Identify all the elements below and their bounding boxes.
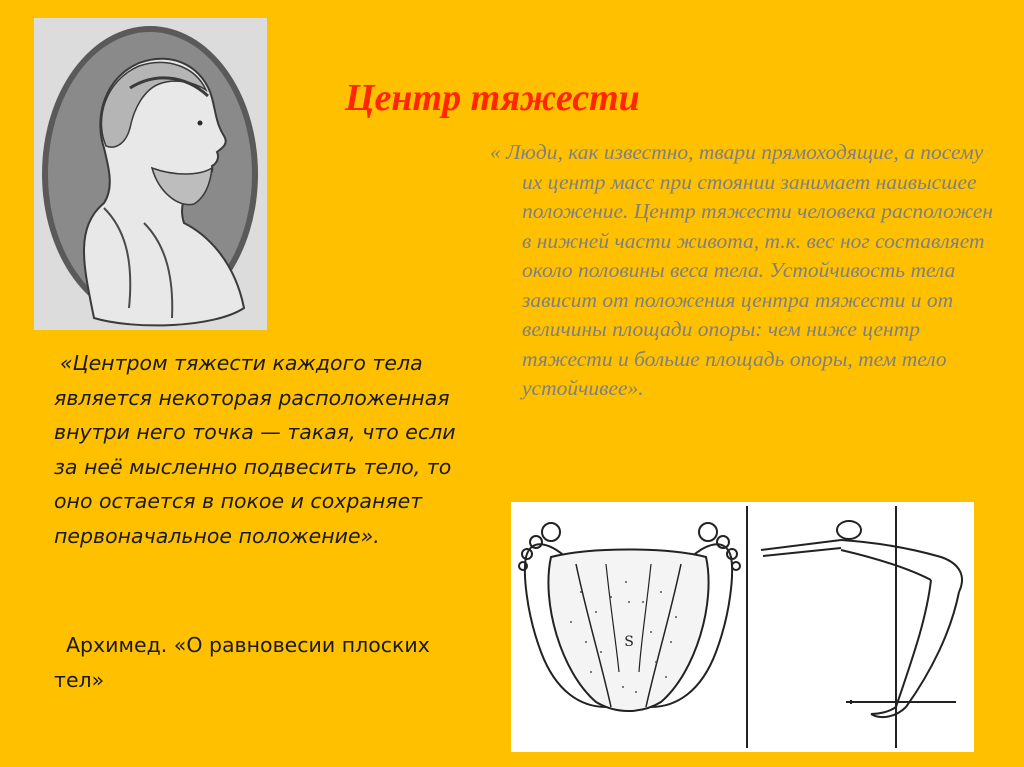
archimedes-quote-text: «Центром тяжести каждого тела является некоторая расположенная внутри него точка — такая, что если за неё мысленно подвесить тело, то оно остается в покое и сохраняет первоначальное положение». xyxy=(54,351,456,548)
archimedes-quote xyxy=(54,346,474,553)
quote-attribution xyxy=(54,628,474,697)
diagram-s-label: S xyxy=(624,634,634,650)
right-quote xyxy=(490,138,995,404)
diagram-image xyxy=(511,502,974,752)
portrait-image xyxy=(34,18,267,330)
right-quote-text: « Люди, как известно, твари прямоходящие, а посему их центр масс при стоянии занимает наивысшее положение. Центр тяжести человека расположен в нижней части живота, т.к. вес ног составляет около половины веса тела. Устойчивость тела зависит от положения центра тяжести и от величины площади опоры: чем ниже центр тяжести и больше площадь опоры, тем тело устойчивее». xyxy=(490,140,994,400)
center-of-gravity-diagram xyxy=(511,502,974,752)
archimedes-portrait xyxy=(34,18,267,330)
attribution-text: Архимед. «О равновесии плоских тел» xyxy=(54,633,430,692)
slide-title: Центр тяжести xyxy=(345,77,640,119)
